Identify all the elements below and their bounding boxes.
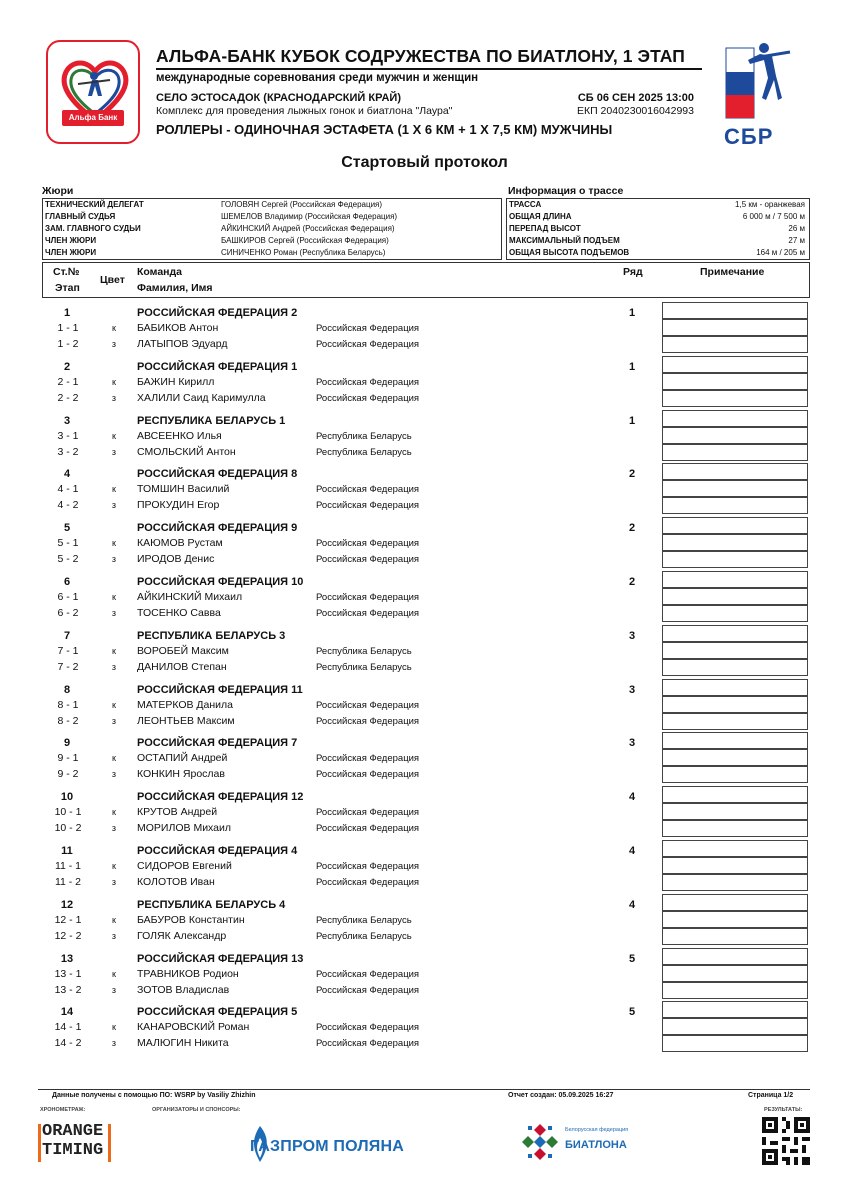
athlete-row xyxy=(0,1021,849,1037)
page-number: Страница 1/2 xyxy=(748,1092,794,1099)
athlete-stage: 14 - 1 xyxy=(54,1021,82,1034)
athlete-stage: 5 - 2 xyxy=(57,553,79,566)
jury-row xyxy=(43,223,501,235)
athlete-nation: Российская Федерация xyxy=(316,376,420,388)
team-block xyxy=(0,789,849,843)
jury-person: ГОЛОВЯН Сергей (Российская Федерация) xyxy=(221,200,383,209)
athlete-color: з xyxy=(111,661,117,672)
athlete-nation: Республика Беларусь xyxy=(316,930,412,942)
team-name: РОССИЙСКАЯ ФЕДЕРАЦИЯ 5 xyxy=(137,1006,298,1019)
athlete-stage: 5 - 1 xyxy=(57,537,79,550)
sbr-logo xyxy=(720,38,792,150)
athlete-nation: Республика Беларусь xyxy=(316,661,412,673)
jury-role: ЗАМ. ГЛАВНОГО СУДЬИ xyxy=(45,224,141,233)
track-info-value: 1,5 км - оранжевая xyxy=(735,200,805,209)
team-name: РОССИЙСКАЯ ФЕДЕРАЦИЯ 1 xyxy=(137,360,298,373)
athlete-color: з xyxy=(111,715,117,726)
athlete-color: з xyxy=(111,446,117,457)
athlete-row xyxy=(0,806,849,822)
athlete-color: к xyxy=(112,376,116,387)
athlete-color: з xyxy=(111,554,117,565)
athlete-row xyxy=(0,930,849,946)
athlete-stage: 7 - 1 xyxy=(57,644,79,657)
gazprom-sponsor: ГАЗПРОМ ПОЛЯНА xyxy=(250,1138,405,1155)
qr-code-icon[interactable] xyxy=(762,1117,810,1165)
athlete-row xyxy=(0,376,849,392)
athlete-stage: 2 - 1 xyxy=(57,375,79,388)
athlete-name: СИДОРОВ Евгений xyxy=(137,859,232,872)
note-field[interactable] xyxy=(662,410,808,427)
athlete-row xyxy=(0,860,849,876)
athlete-stage: 3 - 2 xyxy=(57,445,79,458)
athlete-stage: 14 - 2 xyxy=(54,1037,82,1050)
athlete-row xyxy=(0,768,849,784)
team-row-number: 3 xyxy=(628,629,636,642)
ekp-number: ЕКП 2040230016042993 xyxy=(576,105,694,117)
title-divider xyxy=(156,68,702,70)
column-header xyxy=(42,262,810,298)
athlete-color: к xyxy=(112,430,116,441)
athlete-nation: Республика Беларусь xyxy=(316,430,412,442)
athlete-name: ДАНИЛОВ Степан xyxy=(137,660,227,673)
team-row-number: 4 xyxy=(628,844,636,857)
jury-row xyxy=(43,199,501,211)
athlete-color: з xyxy=(111,392,117,403)
athlete-color: з xyxy=(111,769,117,780)
team-name: РОССИЙСКАЯ ФЕДЕРАЦИЯ 8 xyxy=(137,468,298,481)
track-info-row xyxy=(507,235,809,247)
athlete-stage: 12 - 1 xyxy=(54,913,82,926)
note-field[interactable] xyxy=(662,840,808,857)
athlete-name: БАБИКОВ Антон xyxy=(137,322,219,334)
athlete-nation: Российская Федерация xyxy=(316,823,420,835)
team-block xyxy=(0,305,849,359)
athlete-color: к xyxy=(112,591,116,602)
track-info-row xyxy=(507,199,809,211)
note-field[interactable] xyxy=(662,679,808,696)
athlete-stage: 8 - 2 xyxy=(57,714,79,727)
athlete-nation: Российская Федерация xyxy=(316,699,420,711)
athlete-color: з xyxy=(111,607,117,618)
orange-bar-right xyxy=(108,1124,111,1162)
athlete-name: ЛАТЫПОВ Эдуард xyxy=(137,338,228,350)
athlete-nation: Российская Федерация xyxy=(316,876,420,888)
team-start-number: 7 xyxy=(63,629,71,642)
note-field[interactable] xyxy=(662,894,808,911)
athlete-nation: Республика Беларусь xyxy=(316,645,412,657)
track-info-row xyxy=(507,211,809,223)
organizers-label: ОРГАНИЗАТОРЫ И СПОНСОРЫ: xyxy=(152,1107,241,1113)
team-start-number: 14 xyxy=(60,1006,74,1019)
athlete-stage: 9 - 1 xyxy=(57,752,79,765)
athlete-color: к xyxy=(112,484,116,495)
athlete-name: БАЖИН Кирилл xyxy=(137,375,215,388)
athlete-stage: 4 - 2 xyxy=(57,499,79,512)
team-block xyxy=(0,628,849,682)
athlete-color: з xyxy=(111,984,117,995)
team-name: РЕСПУБЛИКА БЕЛАРУСЬ 3 xyxy=(137,629,286,642)
athlete-row xyxy=(0,661,849,677)
athlete-stage: 11 - 1 xyxy=(54,859,82,872)
note-field[interactable] xyxy=(662,571,808,588)
team-row-number: 4 xyxy=(628,791,636,804)
note-field[interactable] xyxy=(662,732,808,749)
team-name: РОССИЙСКАЯ ФЕДЕРАЦИЯ 12 xyxy=(137,791,304,804)
athlete-name: ТОСЕНКО Савва xyxy=(137,606,221,619)
team-name: РОССИЙСКАЯ ФЕДЕРАЦИЯ 9 xyxy=(137,522,298,535)
col-note: Примечание xyxy=(700,266,765,278)
athlete-name: ИРОДОВ Денис xyxy=(137,553,215,566)
athlete-row xyxy=(0,914,849,930)
biathlete-flag-icon xyxy=(720,38,792,122)
track-info-key: ПЕРЕПАД ВЫСОТ xyxy=(509,224,581,233)
team-row-number: 1 xyxy=(628,307,636,319)
athlete-nation: Российская Федерация xyxy=(316,392,420,404)
jury-row xyxy=(43,235,501,247)
athlete-name: АВСЕЕНКО Илья xyxy=(137,429,222,442)
athlete-name: МАЛЮГИН Никита xyxy=(137,1037,229,1050)
team-block xyxy=(0,359,849,413)
athlete-nation: Республика Беларусь xyxy=(316,446,412,458)
alfa-bank-banner: Альфа Банк xyxy=(62,110,124,126)
track-info-heading: Информация о трассе xyxy=(508,185,624,197)
athlete-row xyxy=(0,591,849,607)
athlete-row xyxy=(0,499,849,515)
athlete-name: ЛЕОНТЬЕВ Максим xyxy=(137,714,235,727)
athlete-nation: Российская Федерация xyxy=(316,339,420,350)
team-name: РОССИЙСКАЯ ФЕДЕРАЦИЯ 11 xyxy=(137,683,303,696)
athlete-nation: Российская Федерация xyxy=(316,807,420,819)
athlete-name: АЙКИНСКИЙ Михаил xyxy=(137,590,243,603)
athlete-nation: Российская Федерация xyxy=(316,1038,420,1050)
note-field[interactable] xyxy=(662,517,808,534)
footer-divider xyxy=(38,1089,810,1090)
team-start-number: 12 xyxy=(60,898,74,911)
jury-person: СИНИЧЕНКО Роман (Республика Беларусь) xyxy=(221,248,386,257)
athlete-color: з xyxy=(111,876,117,887)
team-name: РОССИЙСКАЯ ФЕДЕРАЦИЯ 13 xyxy=(137,952,304,965)
athlete-row xyxy=(0,645,849,661)
results-label: РЕЗУЛЬТАТЫ: xyxy=(764,1107,803,1113)
athlete-row xyxy=(0,984,849,1000)
team-start-number: 4 xyxy=(63,468,71,481)
athlete-nation: Российская Федерация xyxy=(316,715,420,727)
athlete-name: ГОЛЯК Александр xyxy=(137,929,227,942)
col-stage: Этап xyxy=(55,282,80,294)
track-info-row xyxy=(507,223,809,235)
team-row-number: 2 xyxy=(628,575,636,588)
athlete-name: КОЛОТОВ Иван xyxy=(137,875,215,888)
team-row-number: 1 xyxy=(628,360,636,373)
athlete-name: ТРАВНИКОВ Родион xyxy=(137,967,239,980)
jury-person: БАШКИРОВ Сергей (Российская Федерация) xyxy=(221,236,389,245)
athlete-stage: 4 - 1 xyxy=(57,483,79,496)
athlete-color: к xyxy=(112,807,116,818)
athlete-row xyxy=(0,822,849,838)
athlete-color: к xyxy=(112,538,116,549)
athlete-name: ТОМШИН Василий xyxy=(137,483,230,496)
athlete-row xyxy=(0,553,849,569)
team-block xyxy=(0,574,849,628)
col-team: Команда xyxy=(137,266,182,278)
athlete-row xyxy=(0,968,849,984)
team-name: РОССИЙСКАЯ ФЕДЕРАЦИЯ 10 xyxy=(137,575,304,588)
athlete-name: ВОРОБЕЙ Максим xyxy=(137,644,229,657)
athlete-stage: 8 - 1 xyxy=(57,698,79,711)
athlete-stage: 6 - 2 xyxy=(57,606,79,619)
athlete-row xyxy=(0,1037,849,1053)
athlete-row xyxy=(0,607,849,623)
athlete-nation: Российская Федерация xyxy=(316,591,420,603)
software-credit: Данные получены с помощью ПО: WSRP by Vasiliy Zhizhin xyxy=(52,1092,256,1099)
jury-role: ЧЛЕН ЖЮРИ xyxy=(45,236,97,245)
event-datetime: СБ 06 СЕН 2025 13:00 xyxy=(577,92,694,104)
belarus-federation-name: БИАТЛОНА xyxy=(565,1139,627,1151)
team-start-number: 2 xyxy=(63,360,71,373)
athlete-color: з xyxy=(111,823,117,834)
team-row-number: 1 xyxy=(628,414,636,427)
athlete-stage: 3 - 1 xyxy=(57,429,79,442)
team-block xyxy=(0,1004,849,1058)
team-block xyxy=(0,520,849,574)
alfa-bank-cup-logo xyxy=(46,40,140,144)
athlete-stage: 12 - 2 xyxy=(54,929,82,942)
note-field[interactable] xyxy=(662,356,808,373)
athlete-stage: 13 - 1 xyxy=(54,967,82,980)
athlete-row xyxy=(0,446,849,462)
note-field[interactable] xyxy=(662,948,808,965)
document-title: Стартовый протокол xyxy=(341,154,508,171)
athlete-row xyxy=(0,483,849,499)
team-start-number: 1 xyxy=(63,307,71,319)
orange-timing-line2: TIMING xyxy=(42,1141,104,1160)
team-start-number: 11 xyxy=(61,844,73,857)
athlete-stage: 1 - 2 xyxy=(57,338,79,350)
event-place: СЕЛО ЭСТОСАДОК (КРАСНОДАРСКИЙ КРАЙ) xyxy=(156,92,401,104)
athlete-nation: Российская Федерация xyxy=(316,554,420,566)
track-info-value: 27 м xyxy=(788,236,805,245)
track-info-key: ОБЩАЯ ДЛИНА xyxy=(509,212,572,221)
athlete-color: з xyxy=(111,1038,117,1049)
jury-role: ЧЛЕН ЖЮРИ xyxy=(45,248,97,257)
orange-timing-logo xyxy=(42,1122,103,1160)
team-start-number: 8 xyxy=(63,683,71,696)
jury-person: ШЕМЕЛОВ Владимир (Российская Федерация) xyxy=(221,212,398,221)
track-info-value: 26 м xyxy=(788,224,805,233)
event-subtitle: международные соревнования среди мужчин и женщин xyxy=(156,72,479,84)
athlete-stage: 1 - 1 xyxy=(57,322,79,334)
athlete-stage: 9 - 2 xyxy=(57,768,79,781)
team-name: РЕСПУБЛИКА БЕЛАРУСЬ 1 xyxy=(137,414,286,427)
athlete-name: ЗОТОВ Владислав xyxy=(137,983,230,996)
athlete-row xyxy=(0,715,849,731)
track-info-key: МАКСИМАЛЬНЫЙ ПОДЪЕМ xyxy=(509,236,620,245)
athlete-color: к xyxy=(112,645,116,656)
athlete-nation: Республика Беларусь xyxy=(316,914,412,926)
athlete-color: к xyxy=(112,914,116,925)
athlete-color: к xyxy=(112,699,116,710)
athlete-stage: 7 - 2 xyxy=(57,660,79,673)
team-name: РОССИЙСКАЯ ФЕДЕРАЦИЯ 7 xyxy=(137,737,298,750)
athlete-nation: Российская Федерация xyxy=(316,323,420,334)
athlete-row xyxy=(0,322,849,338)
athlete-color: к xyxy=(112,323,116,333)
athlete-stage: 10 - 1 xyxy=(54,806,82,819)
team-row-number: 2 xyxy=(628,522,636,535)
jury-role: ТЕХНИЧЕСКИЙ ДЕЛЕГАТ xyxy=(45,200,144,209)
col-start-number: Ст.№ xyxy=(53,266,80,278)
track-info-key: ТРАССА xyxy=(509,200,542,209)
note-field[interactable] xyxy=(662,625,808,642)
athlete-stage: 2 - 2 xyxy=(57,391,79,404)
athlete-row xyxy=(0,392,849,408)
team-name: РЕСПУБЛИКА БЕЛАРУСЬ 4 xyxy=(137,898,286,911)
belarus-federation-ornament-icon xyxy=(520,1122,560,1162)
jury-box xyxy=(42,198,502,260)
athlete-name: ПРОКУДИН Егор xyxy=(137,499,220,512)
team-row-number: 2 xyxy=(628,468,636,481)
athlete-stage: 11 - 2 xyxy=(54,875,82,888)
athlete-row xyxy=(0,699,849,715)
athlete-nation: Российская Федерация xyxy=(316,769,420,781)
start-list xyxy=(0,305,849,1058)
athlete-nation: Российская Федерация xyxy=(316,1022,420,1034)
timing-label: ХРОНОМЕТРАЖ: xyxy=(40,1107,86,1113)
track-info-key: ОБЩАЯ ВЫСОТА ПОДЪЕМОВ xyxy=(509,248,630,257)
athlete-name: КАНАРОВСКИЙ Роман xyxy=(137,1021,250,1034)
heart-biathlete-icon xyxy=(48,42,140,144)
jury-row xyxy=(43,211,501,223)
athlete-name: КОНКИН Ярослав xyxy=(137,768,225,781)
team-block xyxy=(0,897,849,951)
note-field[interactable] xyxy=(662,463,808,480)
team-row-number: 5 xyxy=(628,952,636,965)
track-info-box xyxy=(506,198,810,260)
team-block xyxy=(0,735,849,789)
jury-row xyxy=(43,247,501,259)
jury-heading: Жюри xyxy=(42,185,74,197)
athlete-row xyxy=(0,537,849,553)
event-title: АЛЬФА-БАНК КУБОК СОДРУЖЕСТВА ПО БИАТЛОНУ, 1 ЭТАП xyxy=(156,46,685,66)
athlete-stage: 13 - 2 xyxy=(54,983,82,996)
sbr-logo-text: СБР xyxy=(724,124,774,149)
athlete-color: к xyxy=(112,1022,116,1033)
jury-role: ГЛАВНЫЙ СУДЬЯ xyxy=(45,212,116,221)
team-start-number: 13 xyxy=(60,952,74,965)
athlete-name: ХАЛИЛИ Саид Каримулла xyxy=(137,391,266,404)
athlete-nation: Российская Федерация xyxy=(316,753,420,765)
report-created: Отчет создан: 05.09.2025 16:27 xyxy=(508,1092,614,1099)
event-venue: Комплекс для проведения лыжных гонок и биатлона "Лаура" xyxy=(156,105,453,117)
orange-bar-left xyxy=(38,1124,41,1162)
athlete-color: к xyxy=(112,860,116,871)
team-block xyxy=(0,951,849,1005)
team-block xyxy=(0,466,849,520)
track-info-value: 6 000 м / 7 500 м xyxy=(742,212,805,221)
team-start-number: 3 xyxy=(63,414,71,427)
team-row-number: 3 xyxy=(628,737,636,750)
athlete-nation: Российская Федерация xyxy=(316,500,420,512)
team-row-number: 3 xyxy=(628,683,636,696)
track-info-row xyxy=(507,247,809,259)
athlete-nation: Российская Федерация xyxy=(316,484,420,496)
team-row-number: 4 xyxy=(628,898,636,911)
team-start-number: 9 xyxy=(63,737,71,750)
athlete-row xyxy=(0,430,849,446)
col-row: Ряд xyxy=(623,266,643,278)
athlete-row xyxy=(0,876,849,892)
team-start-number: 10 xyxy=(60,791,74,804)
athlete-stage: 10 - 2 xyxy=(54,822,82,835)
jury-person: АЙКИНСКИЙ Андрей (Российская Федерация) xyxy=(221,224,395,233)
track-info-value: 164 м / 205 м xyxy=(756,248,805,257)
note-field[interactable] xyxy=(662,302,808,319)
athlete-name: СМОЛЬСКИЙ Антон xyxy=(137,445,236,458)
athlete-color: з xyxy=(111,339,117,349)
team-block xyxy=(0,413,849,467)
belarus-federation-small: Белорусская федерация xyxy=(565,1127,629,1133)
athlete-row xyxy=(0,338,849,354)
athlete-nation: Российская Федерация xyxy=(316,968,420,980)
team-row-number: 5 xyxy=(628,1006,636,1019)
athlete-nation: Российская Федерация xyxy=(316,860,420,872)
athlete-nation: Российская Федерация xyxy=(316,538,420,550)
athlete-stage: 6 - 1 xyxy=(57,590,79,603)
athlete-nation: Российская Федерация xyxy=(316,607,420,619)
athlete-nation: Российская Федерация xyxy=(316,984,420,996)
orange-timing-line1: ORANGE xyxy=(42,1122,104,1141)
athlete-row xyxy=(0,752,849,768)
col-name: Фамилия, Имя xyxy=(137,282,213,294)
team-block xyxy=(0,843,849,897)
team-start-number: 6 xyxy=(63,575,71,588)
athlete-name: МАТЕРКОВ Данила xyxy=(137,698,234,711)
race-title: РОЛЛЕРЫ - ОДИНОЧНАЯ ЭСТАФЕТА (1 Х 6 КМ + 1 Х 7,5 КМ) МУЖЧИНЫ xyxy=(156,122,613,137)
athlete-color: к xyxy=(112,968,116,979)
team-block xyxy=(0,682,849,736)
team-name: РОССИЙСКАЯ ФЕДЕРАЦИЯ 4 xyxy=(137,844,298,857)
athlete-color: к xyxy=(112,753,116,764)
athlete-name: КРУТОВ Андрей xyxy=(137,806,218,819)
athlete-color: з xyxy=(111,500,117,511)
athlete-name: ОСТАПИЙ Андрей xyxy=(137,752,228,765)
athlete-name: МОРИЛОВ Михаил xyxy=(137,822,232,835)
team-name: РОССИЙСКАЯ ФЕДЕРАЦИЯ 2 xyxy=(137,307,298,319)
athlete-name: БАБУРОВ Константин xyxy=(137,913,245,926)
note-field[interactable] xyxy=(662,786,808,803)
team-start-number: 5 xyxy=(63,522,71,535)
note-field[interactable] xyxy=(662,1001,808,1018)
col-color: Цвет xyxy=(100,274,125,286)
athlete-name: КАЮМОВ Рустам xyxy=(137,537,223,550)
athlete-color: з xyxy=(111,930,117,941)
